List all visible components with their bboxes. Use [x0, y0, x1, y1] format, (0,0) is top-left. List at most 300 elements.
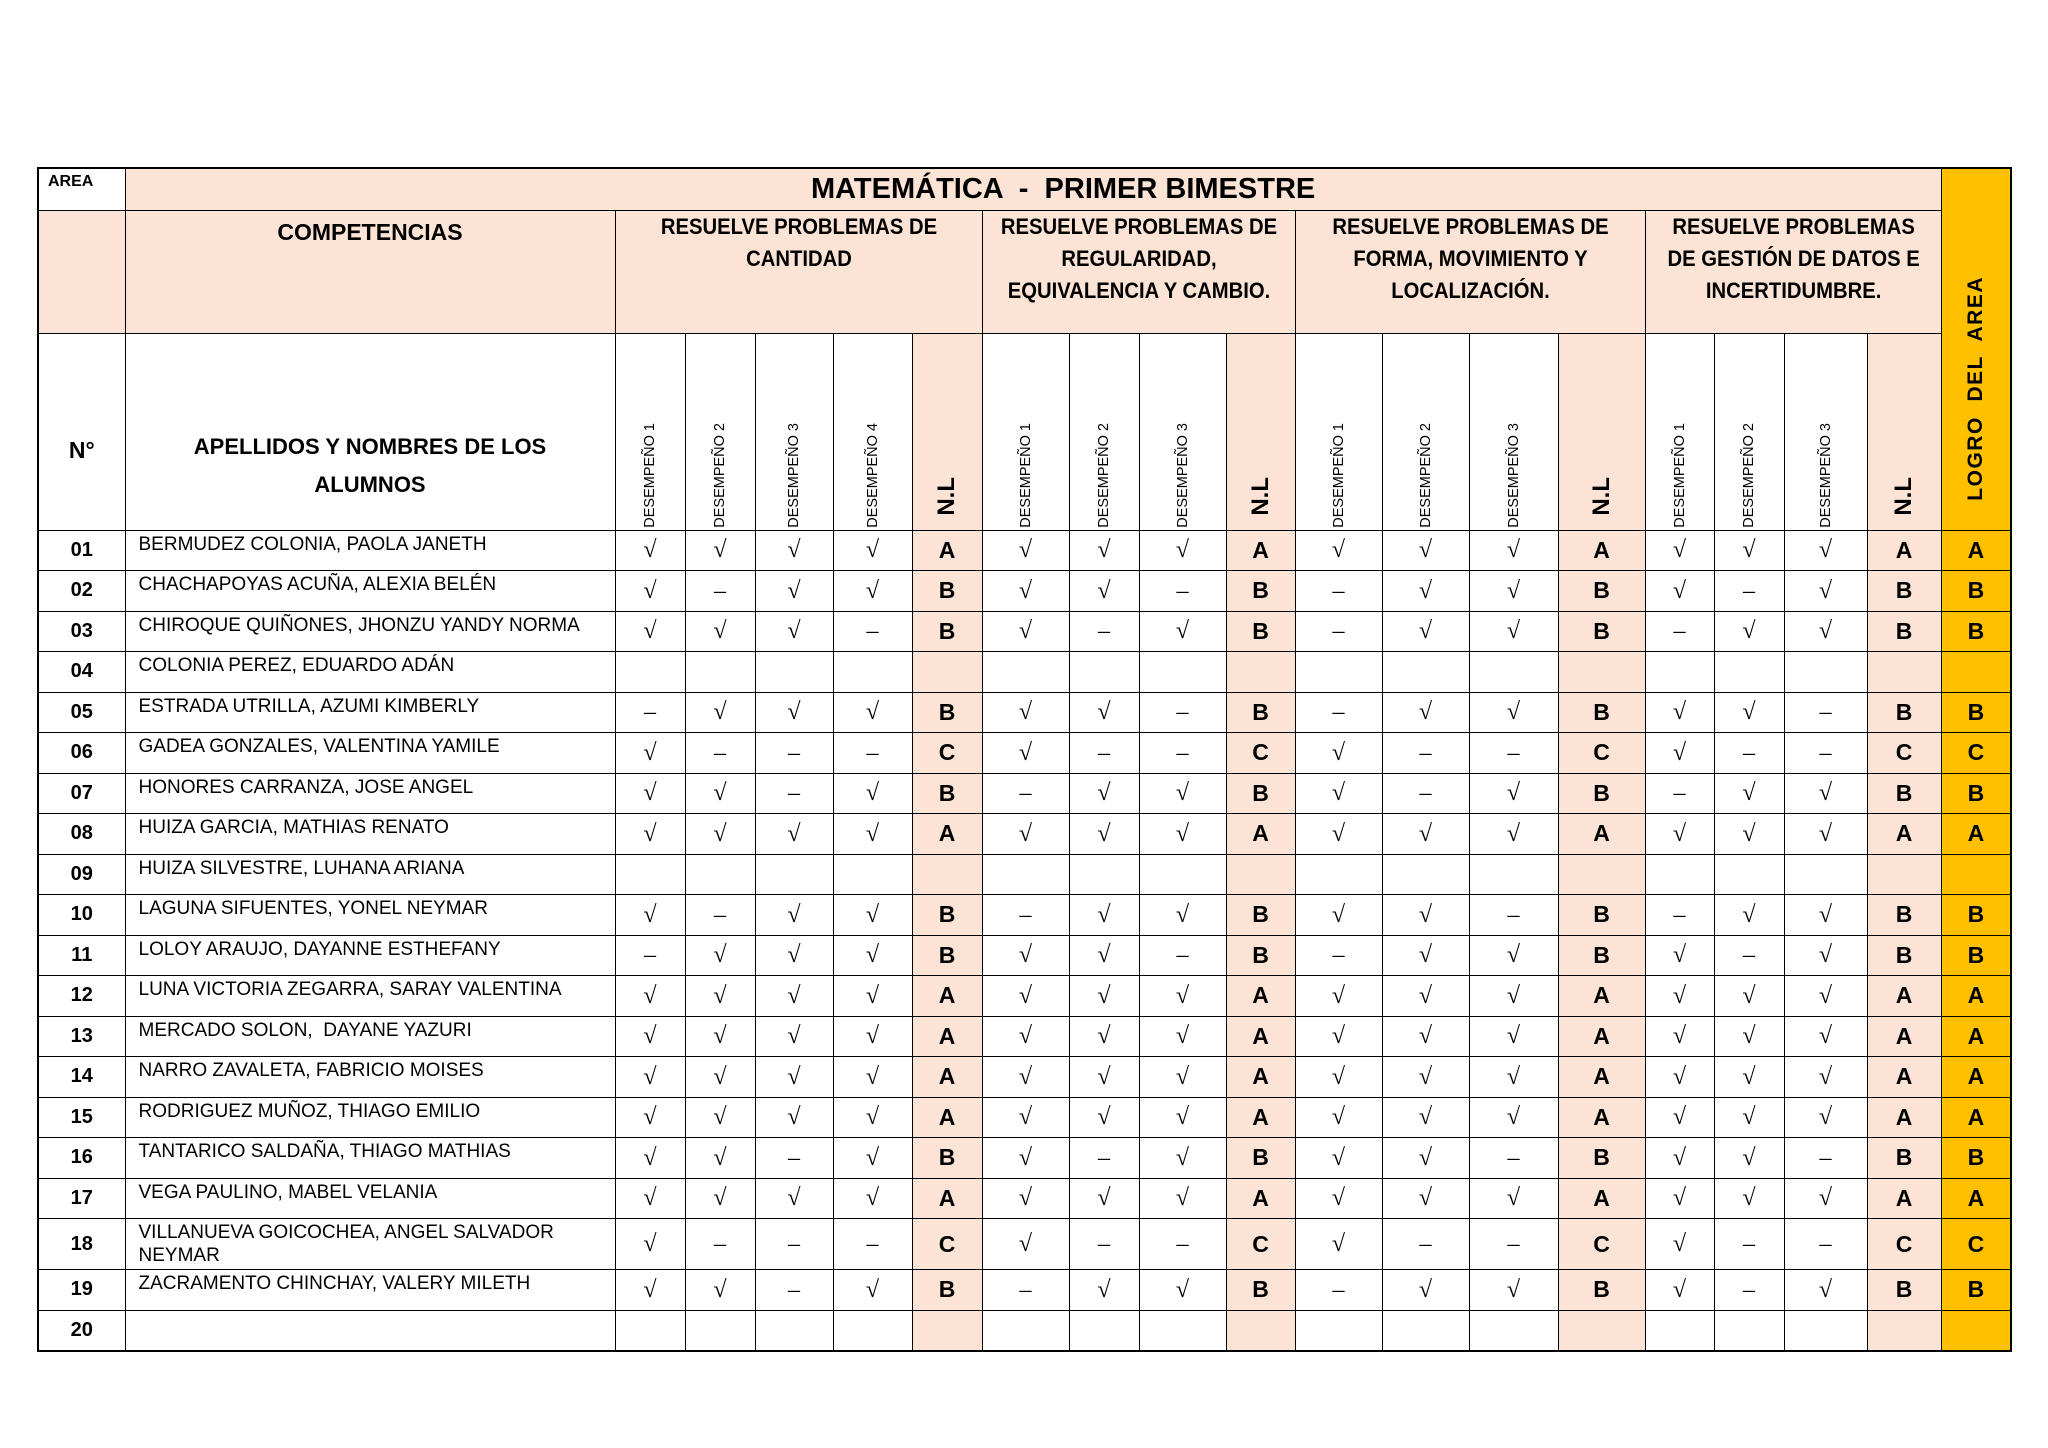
desempeno-mark: √: [982, 530, 1069, 571]
desempeno-header: [615, 333, 685, 530]
desempeno-header: [1069, 333, 1139, 530]
logro-header-label: LOGRO DEL AREA: [1963, 275, 1987, 501]
student-name: HUIZA SILVESTRE, LUHANA ARIANA: [125, 854, 615, 895]
desempeno-mark: –: [1645, 895, 1714, 936]
logro-level: A: [1941, 530, 2011, 571]
student-number: 07: [38, 773, 125, 814]
desempeno-mark: [615, 652, 685, 693]
desempeno-mark: –: [1295, 571, 1382, 612]
student-name: HUIZA GARCIA, MATHIAS RENATO: [125, 814, 615, 855]
desempeno-mark: √: [1069, 1178, 1139, 1219]
competencia-level: B: [1558, 935, 1645, 976]
desempeno-mark: √: [1714, 773, 1784, 814]
logro-header-cell: [1941, 168, 2011, 530]
desempeno-mark: –: [1382, 773, 1469, 814]
desempeno-mark: [1069, 854, 1139, 895]
desempeno-mark: –: [1139, 692, 1226, 733]
competencia-level: B: [1226, 1138, 1295, 1179]
desempeno-mark: –: [1069, 1138, 1139, 1179]
student-number: 04: [38, 652, 125, 693]
desempeno-mark: √: [615, 530, 685, 571]
student-number: 01: [38, 530, 125, 571]
desempeno-mark: √: [1295, 1057, 1382, 1098]
desempeno-header: [1139, 333, 1226, 530]
desempeno-mark: –: [833, 611, 912, 652]
desempeno-mark: √: [615, 1178, 685, 1219]
competencia-level: B: [1226, 773, 1295, 814]
desempeno-mark: √: [833, 1138, 912, 1179]
student-row: [38, 976, 2011, 1017]
desempeno-mark: –: [1784, 733, 1867, 774]
desempeno-mark: √: [1295, 1016, 1382, 1057]
competencia-level: A: [1558, 814, 1645, 855]
desempeno-mark: √: [1645, 1219, 1714, 1270]
desempeno-mark: √: [1784, 1097, 1867, 1138]
desempeno-mark: √: [833, 814, 912, 855]
desempeno-mark: –: [1139, 935, 1226, 976]
desempeno-mark: √: [615, 814, 685, 855]
competencia-level: B: [1558, 571, 1645, 612]
desempeno-mark: √: [1382, 1178, 1469, 1219]
competencia-level: A: [912, 530, 982, 571]
desempeno-mark: –: [833, 1219, 912, 1270]
student-row: [38, 1270, 2011, 1311]
desempeno-mark: –: [1784, 1138, 1867, 1179]
desempeno-mark: [1714, 854, 1784, 895]
competencia-level: A: [912, 1057, 982, 1098]
desempeno-mark: √: [1295, 773, 1382, 814]
desempeno-mark: –: [755, 773, 833, 814]
desempeno-mark: √: [982, 611, 1069, 652]
competencia-level: B: [912, 1270, 982, 1311]
competencia-level: A: [912, 1097, 982, 1138]
logro-level: A: [1941, 1097, 2011, 1138]
desempeno-mark: [1469, 854, 1558, 895]
desempeno-mark: √: [1714, 895, 1784, 936]
competencia-level: C: [1558, 733, 1645, 774]
desempeno-mark: √: [755, 530, 833, 571]
desempeno-mark: √: [1382, 814, 1469, 855]
desempeno-mark: [1295, 652, 1382, 693]
desempeno-mark: √: [982, 814, 1069, 855]
competencia-level: [1226, 1310, 1295, 1351]
desempeno-mark: [755, 652, 833, 693]
desempeno-mark: [1139, 652, 1226, 693]
desempeno-header: [1469, 333, 1558, 530]
desempeno-header-label: DESEMPEÑO 3: [1174, 422, 1191, 528]
competencia-level: A: [1867, 1178, 1941, 1219]
competencia-level: [912, 854, 982, 895]
competencia-level: A: [1867, 814, 1941, 855]
student-name: ZACRAMENTO CHINCHAY, VALERY MILETH: [125, 1270, 615, 1311]
student-row: [38, 733, 2011, 774]
nivel-logro-header-label: N.L: [1587, 476, 1615, 516]
area-label-cell: [38, 168, 125, 210]
desempeno-mark: √: [1069, 976, 1139, 1017]
competencia-level: B: [912, 935, 982, 976]
logro-level: [1941, 854, 2011, 895]
competencia-level: A: [1226, 1016, 1295, 1057]
competencia-level: A: [1226, 976, 1295, 1017]
competencia-level: A: [912, 976, 982, 1017]
desempeno-mark: –: [685, 895, 755, 936]
student-name: VEGA PAULINO, MABEL VELANIA: [125, 1178, 615, 1219]
desempeno-header: [1714, 333, 1784, 530]
desempeno-mark: √: [833, 976, 912, 1017]
desempeno-header-label: DESEMPEÑO 2: [1417, 422, 1434, 528]
desempeno-mark: √: [833, 1097, 912, 1138]
desempeno-mark: √: [1382, 611, 1469, 652]
student-number: 03: [38, 611, 125, 652]
desempeno-mark: –: [755, 1270, 833, 1311]
student-number: 14: [38, 1057, 125, 1098]
desempeno-mark: √: [1382, 895, 1469, 936]
student-row: [38, 895, 2011, 936]
competencia-level: B: [1226, 611, 1295, 652]
desempeno-header-label: DESEMPEÑO 1: [1671, 422, 1688, 528]
desempeno-mark: [755, 1310, 833, 1351]
desempeno-mark: –: [982, 895, 1069, 936]
desempeno-mark: –: [1069, 611, 1139, 652]
desempeno-mark: √: [685, 692, 755, 733]
competencia-title-line: EQUIVALENCIA Y CAMBIO.: [1007, 277, 1270, 303]
desempeno-mark: [982, 854, 1069, 895]
desempeno-mark: –: [615, 692, 685, 733]
desempeno-mark: √: [1139, 530, 1226, 571]
desempeno-mark: √: [755, 1097, 833, 1138]
student-name: MERCADO SOLON, DAYANE YAZURI: [125, 1016, 615, 1057]
competencia-level: B: [912, 773, 982, 814]
desempeno-mark: √: [1784, 814, 1867, 855]
desempeno-mark: [1784, 652, 1867, 693]
desempeno-header: [755, 333, 833, 530]
desempeno-mark: √: [833, 530, 912, 571]
desempeno-mark: √: [982, 571, 1069, 612]
desempeno-mark: [685, 854, 755, 895]
desempeno-mark: –: [1295, 1270, 1382, 1311]
desempeno-mark: –: [615, 935, 685, 976]
desempeno-header: [1382, 333, 1469, 530]
competencia-title-line: RESUELVE PROBLEMAS DE: [1331, 213, 1609, 239]
competencia-level: A: [1558, 1057, 1645, 1098]
names-header-line: ALUMNOS: [314, 471, 426, 497]
desempeno-mark: √: [685, 935, 755, 976]
competencia-level: A: [1558, 1016, 1645, 1057]
competencia-level: [1867, 1310, 1941, 1351]
desempeno-mark: √: [685, 1057, 755, 1098]
student-row: [38, 1178, 2011, 1219]
desempeno-mark: [685, 652, 755, 693]
competencia-level: B: [1867, 935, 1941, 976]
desempeno-mark: –: [1139, 571, 1226, 612]
desempeno-mark: –: [1469, 1219, 1558, 1270]
desempeno-mark: [1469, 652, 1558, 693]
desempeno-mark: √: [755, 1016, 833, 1057]
desempeno-mark: [1382, 652, 1469, 693]
desempeno-mark: √: [1295, 814, 1382, 855]
desempeno-mark: √: [1784, 773, 1867, 814]
desempeno-mark: –: [1784, 1219, 1867, 1270]
desempeno-mark: √: [615, 733, 685, 774]
desempeno-mark: √: [982, 1097, 1069, 1138]
competencia-level: A: [1867, 530, 1941, 571]
competencia-level: A: [1867, 976, 1941, 1017]
desempeno-mark: [1714, 1310, 1784, 1351]
desempeno-mark: √: [755, 611, 833, 652]
desempeno-mark: [1784, 1310, 1867, 1351]
desempeno-mark: √: [833, 571, 912, 612]
column-header-row: [38, 333, 2011, 530]
desempeno-mark: √: [1784, 895, 1867, 936]
student-name: [125, 1310, 615, 1351]
competencia-level: B: [1867, 692, 1941, 733]
desempeno-mark: √: [1069, 814, 1139, 855]
desempeno-mark: √: [982, 976, 1069, 1017]
competencia-level: A: [1558, 530, 1645, 571]
desempeno-mark: √: [615, 1219, 685, 1270]
desempeno-mark: √: [1645, 1270, 1714, 1311]
desempeno-mark: √: [615, 1270, 685, 1311]
competencia-level: B: [1867, 571, 1941, 612]
desempeno-mark: [1714, 652, 1784, 693]
competencia-level: B: [1226, 1270, 1295, 1311]
student-row: [38, 611, 2011, 652]
desempeno-mark: √: [833, 692, 912, 733]
competencia-title-line: REGULARIDAD,: [1060, 245, 1217, 271]
student-name: LAGUNA SIFUENTES, YONEL NEYMAR: [125, 895, 615, 936]
desempeno-mark: √: [755, 1057, 833, 1098]
competencia-level: [912, 1310, 982, 1351]
desempeno-mark: [755, 854, 833, 895]
student-number: 15: [38, 1097, 125, 1138]
student-number: 11: [38, 935, 125, 976]
logro-level: [1941, 1310, 2011, 1351]
desempeno-mark: √: [1645, 935, 1714, 976]
desempeno-mark: √: [1645, 571, 1714, 612]
student-number: 12: [38, 976, 125, 1017]
student-number: 18: [38, 1219, 125, 1270]
desempeno-mark: √: [755, 895, 833, 936]
sheet-title: MATEMÁTICA - PRIMER BIMESTRE: [125, 168, 1941, 210]
desempeno-mark: √: [1069, 571, 1139, 612]
competencia-header-forma: [1295, 210, 1645, 333]
competencia-level: A: [1226, 1097, 1295, 1138]
competencia-level: A: [912, 1016, 982, 1057]
logro-level: B: [1941, 1270, 2011, 1311]
logro-level: B: [1941, 935, 2011, 976]
desempeno-mark: √: [1469, 692, 1558, 733]
desempeno-mark: √: [685, 1178, 755, 1219]
competencia-level: A: [1867, 1097, 1941, 1138]
student-name: VILLANUEVA GOICOCHEA, ANGEL SALVADOR NEYMAR: [125, 1219, 615, 1270]
desempeno-mark: –: [755, 733, 833, 774]
competencia-level: [912, 652, 982, 693]
nivel-logro-header-label: N.L: [933, 476, 960, 516]
desempeno-header-label: DESEMPEÑO 1: [1017, 422, 1034, 528]
desempeno-mark: –: [1139, 1219, 1226, 1270]
competencia-level: A: [1558, 1097, 1645, 1138]
desempeno-mark: √: [1714, 1178, 1784, 1219]
competencia-level: B: [1558, 773, 1645, 814]
desempeno-header-label: DESEMPEÑO 1: [642, 422, 658, 528]
desempeno-mark: √: [615, 1016, 685, 1057]
desempeno-header: [982, 333, 1069, 530]
logro-level: A: [1941, 1057, 2011, 1098]
desempeno-mark: √: [615, 571, 685, 612]
desempeno-mark: √: [755, 1178, 833, 1219]
desempeno-mark: √: [685, 1097, 755, 1138]
competencia-level: B: [1558, 1138, 1645, 1179]
desempeno-mark: √: [1069, 1097, 1139, 1138]
competencia-title-line: INCERTIDUMBRE.: [1705, 277, 1881, 303]
blank-corner-cell: [38, 210, 125, 333]
desempeno-mark: √: [1469, 976, 1558, 1017]
competencia-level: B: [1226, 895, 1295, 936]
desempeno-mark: √: [1469, 611, 1558, 652]
desempeno-mark: √: [1714, 1057, 1784, 1098]
desempeno-mark: √: [1645, 1097, 1714, 1138]
desempeno-mark: [1645, 652, 1714, 693]
competencia-level: B: [1867, 1270, 1941, 1311]
desempeno-mark: √: [1469, 935, 1558, 976]
student-number: 20: [38, 1310, 125, 1351]
competencia-level: C: [912, 733, 982, 774]
desempeno-mark: √: [1784, 571, 1867, 612]
desempeno-mark: [833, 1310, 912, 1351]
desempeno-mark: √: [1139, 1097, 1226, 1138]
desempeno-mark: [1382, 854, 1469, 895]
desempeno-mark: √: [1645, 1057, 1714, 1098]
student-row: [38, 1016, 2011, 1057]
desempeno-mark: √: [615, 976, 685, 1017]
desempeno-mark: √: [1784, 1016, 1867, 1057]
desempeno-mark: √: [1645, 1178, 1714, 1219]
desempeno-mark: √: [982, 935, 1069, 976]
desempeno-mark: √: [1645, 814, 1714, 855]
nivel-logro-header: [1867, 333, 1941, 530]
desempeno-mark: –: [1645, 773, 1714, 814]
desempeno-mark: [1645, 854, 1714, 895]
desempeno-mark: √: [1469, 814, 1558, 855]
desempeno-mark: √: [1382, 692, 1469, 733]
desempeno-mark: √: [615, 895, 685, 936]
desempeno-mark: √: [615, 773, 685, 814]
desempeno-mark: √: [1295, 1138, 1382, 1179]
student-row: [38, 1138, 2011, 1179]
desempeno-mark: –: [833, 733, 912, 774]
desempeno-mark: –: [685, 1219, 755, 1270]
student-name: ESTRADA UTRILLA, AZUMI KIMBERLY: [125, 692, 615, 733]
desempeno-mark: [1069, 1310, 1139, 1351]
student-name: GADEA GONZALES, VALENTINA YAMILE: [125, 733, 615, 774]
desempeno-mark: √: [982, 733, 1069, 774]
competencia-header-datos: [1645, 210, 1941, 333]
desempeno-mark: √: [833, 1016, 912, 1057]
logro-level: B: [1941, 773, 2011, 814]
desempeno-mark: √: [1382, 1016, 1469, 1057]
desempeno-mark: –: [1469, 895, 1558, 936]
competencia-level: A: [1226, 814, 1295, 855]
competencia-level: B: [912, 611, 982, 652]
desempeno-mark: √: [685, 1270, 755, 1311]
desempeno-mark: √: [982, 1219, 1069, 1270]
desempeno-mark: √: [1645, 530, 1714, 571]
desempeno-mark: √: [833, 773, 912, 814]
desempeno-mark: √: [1714, 1016, 1784, 1057]
desempeno-mark: √: [685, 1016, 755, 1057]
desempeno-mark: √: [615, 1097, 685, 1138]
competencia-level: C: [1226, 1219, 1295, 1270]
student-row: [38, 814, 2011, 855]
desempeno-mark: √: [1714, 611, 1784, 652]
desempeno-mark: [982, 1310, 1069, 1351]
desempeno-mark: √: [1069, 1016, 1139, 1057]
desempeno-mark: [1295, 1310, 1382, 1351]
competencia-level: B: [1226, 692, 1295, 733]
desempeno-header: [685, 333, 755, 530]
student-row: [38, 773, 2011, 814]
nivel-logro-header: [1558, 333, 1645, 530]
desempeno-mark: √: [1139, 1138, 1226, 1179]
desempeno-mark: √: [1469, 1016, 1558, 1057]
desempeno-mark: √: [1469, 773, 1558, 814]
desempeno-mark: √: [1139, 1057, 1226, 1098]
student-row: [38, 854, 2011, 895]
desempeno-header-label: DESEMPEÑO 3: [1817, 422, 1834, 528]
student-row: [38, 1097, 2011, 1138]
student-row: [38, 571, 2011, 612]
desempeno-mark: √: [1382, 1270, 1469, 1311]
competencia-level: [1558, 652, 1645, 693]
competencia-level: B: [1867, 1138, 1941, 1179]
student-row: [38, 935, 2011, 976]
desempeno-header: [833, 333, 912, 530]
desempeno-mark: √: [755, 692, 833, 733]
desempeno-header: [1295, 333, 1382, 530]
desempeno-mark: √: [1139, 895, 1226, 936]
desempeno-mark: √: [1784, 1178, 1867, 1219]
desempeno-mark: –: [982, 1270, 1069, 1311]
competencias-label: COMPETENCIAS: [125, 210, 615, 333]
student-row: [38, 692, 2011, 733]
desempeno-mark: –: [685, 733, 755, 774]
desempeno-mark: √: [833, 1057, 912, 1098]
desempeno-header: [1645, 333, 1714, 530]
competencias-row: [38, 210, 2011, 333]
desempeno-mark: √: [833, 1270, 912, 1311]
nivel-logro-header: [912, 333, 982, 530]
desempeno-header-label: DESEMPEÑO 3: [786, 422, 802, 528]
desempeno-mark: –: [1295, 692, 1382, 733]
desempeno-mark: √: [1139, 1270, 1226, 1311]
competencia-level: [1558, 1310, 1645, 1351]
desempeno-mark: √: [1139, 611, 1226, 652]
logro-level: B: [1941, 1138, 2011, 1179]
competencia-title-line: LOCALIZACIÓN.: [1390, 277, 1550, 303]
desempeno-mark: √: [1382, 1057, 1469, 1098]
student-name: CHACHAPOYAS ACUÑA, ALEXIA BELÉN: [125, 571, 615, 612]
logro-level: [1941, 652, 2011, 693]
nivel-logro-header-label: N.L: [1246, 476, 1274, 516]
competencia-level: [1558, 854, 1645, 895]
student-row: [38, 652, 2011, 693]
desempeno-mark: √: [1382, 530, 1469, 571]
competencia-level: A: [1226, 1057, 1295, 1098]
logro-level: A: [1941, 814, 2011, 855]
desempeno-header-label: DESEMPEÑO 4: [864, 422, 881, 528]
desempeno-mark: √: [1069, 773, 1139, 814]
competencia-level: B: [1558, 611, 1645, 652]
